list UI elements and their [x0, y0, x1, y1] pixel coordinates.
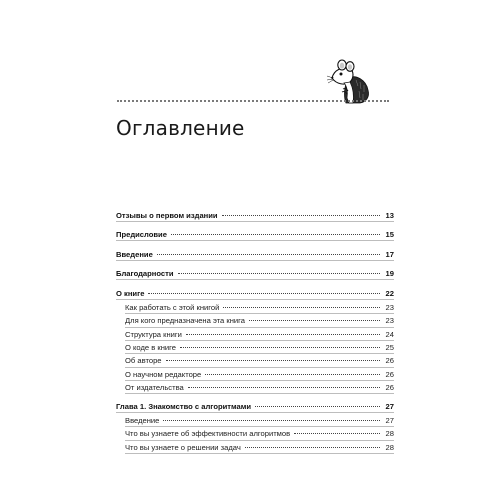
toc-page-number: 26: [385, 383, 394, 393]
toc-page-number: 27: [385, 401, 394, 411]
toc-page-number: 25: [385, 342, 394, 352]
toc-entry[interactable]: [116, 248, 394, 261]
toc-separator: [116, 240, 394, 241]
toc-page-number: 26: [385, 356, 394, 366]
toc-separator: [116, 412, 394, 413]
toc-subentry-label: Введение: [125, 415, 160, 425]
toc-entry[interactable]: [116, 209, 394, 222]
page-title: Оглавление: [116, 116, 245, 140]
toc-subentry[interactable]: [116, 301, 394, 314]
toc-subentry[interactable]: [116, 368, 394, 381]
toc-entry[interactable]: [116, 228, 394, 241]
toc-subentry-label: Что вы узнаете об эффективности алгоритмов: [125, 429, 291, 439]
toc-separator: [125, 453, 394, 454]
toc-subentry[interactable]: [116, 341, 394, 354]
toc-subentry-label: Структура книги: [125, 329, 182, 339]
toc-leader-dots: [222, 215, 380, 216]
rat-mascot-icon: [326, 56, 374, 104]
toc-page-number: 22: [385, 288, 394, 298]
toc-page-number: 27: [385, 415, 394, 425]
toc-leader-dots: [178, 273, 380, 274]
toc-separator: [125, 393, 394, 394]
toc-leader-dots: [163, 420, 380, 421]
toc-subentry-label: Для кого предназначена эта книга: [125, 316, 245, 326]
toc-leader-dots: [205, 374, 380, 375]
toc-page-number: 19: [385, 269, 394, 279]
toc-subentry-label: Об авторе: [125, 356, 162, 366]
toc-page-number: 15: [385, 230, 394, 240]
toc-subentry-label: От издательства: [125, 383, 184, 393]
toc-leader-dots: [188, 387, 380, 388]
toc-page-number: 28: [385, 429, 394, 439]
toc-page-number: 28: [385, 442, 394, 452]
toc-leader-dots: [180, 347, 380, 348]
toc-page-number: 17: [385, 249, 394, 259]
toc-entry-label: Предисловие: [116, 230, 167, 240]
toc-entry[interactable]: [116, 400, 394, 413]
toc-entry-label: О книге: [116, 288, 145, 298]
toc-page-number: 23: [385, 316, 394, 326]
toc-subentry[interactable]: [116, 441, 394, 454]
toc-subentry[interactable]: [116, 328, 394, 341]
toc-leader-dots: [186, 334, 380, 335]
toc-subentry-label: Как работать с этой книгой: [125, 302, 220, 312]
toc-subentry-label: О коде в книге: [125, 342, 176, 352]
toc-separator: [116, 260, 394, 261]
toc-subentry[interactable]: [116, 314, 394, 327]
toc-leader-dots: [223, 307, 380, 308]
toc-separator: [116, 279, 394, 280]
toc-leader-dots: [148, 293, 380, 294]
toc-leader-dots: [294, 433, 380, 434]
toc-subentry[interactable]: [116, 381, 394, 394]
toc-entry-label: Введение: [116, 249, 153, 259]
header-dotted-rule: [117, 100, 389, 102]
toc-page-number: 24: [385, 329, 394, 339]
toc-leader-dots: [249, 320, 380, 321]
toc-subentry[interactable]: [116, 427, 394, 440]
toc-subentry-label: О научном редакторе: [125, 369, 202, 379]
toc-separator: [116, 299, 394, 300]
toc-entry-label: Отзывы о первом издании: [116, 211, 218, 220]
toc-leader-dots: [166, 360, 380, 361]
toc-subentry[interactable]: [116, 354, 394, 367]
toc-leader-dots: [171, 234, 380, 235]
toc-entry-label: Глава 1. Знакомство с алгоритмами: [116, 401, 252, 411]
toc-separator: [116, 221, 394, 222]
table-of-contents: [116, 209, 394, 454]
toc-leader-dots: [157, 254, 380, 255]
toc-subentry-label: Что вы узнаете о решении задач: [125, 442, 241, 452]
toc-page-number: 13: [385, 211, 394, 220]
toc-entry[interactable]: [116, 287, 394, 300]
toc-entry-label: Благодарности: [116, 269, 174, 279]
toc-page-number: 26: [385, 369, 394, 379]
toc-subentry[interactable]: [116, 414, 394, 427]
toc-page-number: 23: [385, 302, 394, 312]
toc-entry[interactable]: [116, 267, 394, 280]
toc-leader-dots: [245, 447, 380, 448]
toc-leader-dots: [255, 406, 380, 407]
